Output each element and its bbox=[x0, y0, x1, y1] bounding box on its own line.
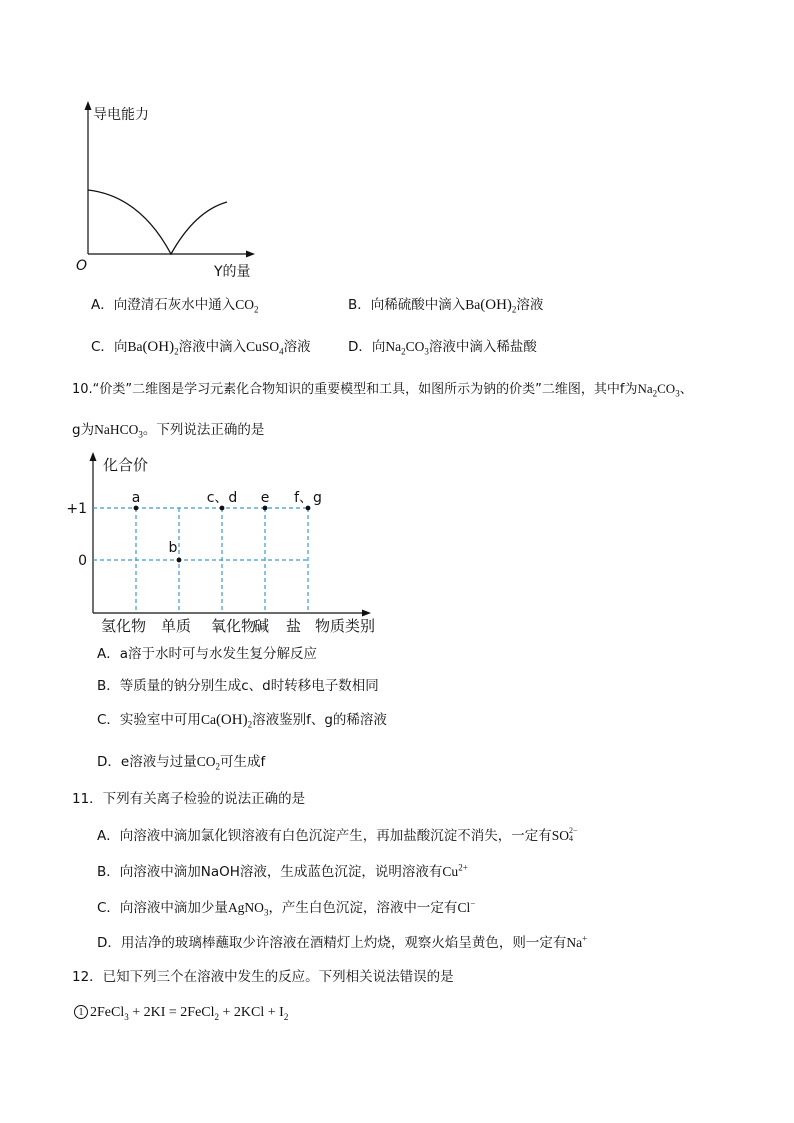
q10-option-c: C．实验室中可用$Ca(OH)_2$溶液鉴别f、g的稀溶液 bbox=[97, 712, 387, 730]
x-category-label: 盐 bbox=[286, 617, 302, 635]
q11-stem: 11．下列有关离子检验的说法正确的是 bbox=[72, 791, 306, 807]
point-b bbox=[177, 558, 182, 563]
point-a bbox=[134, 506, 139, 511]
x-category-label: 碱 bbox=[254, 617, 270, 635]
y-tick-label: 0 bbox=[78, 553, 87, 569]
q11-option-a: A．向溶液中滴加氯化钡溶液有白色沉淀产生，再加盐酸沉淀不消失，一定有SO 2− 4 bbox=[97, 826, 578, 844]
valence-class-chart bbox=[66, 448, 390, 640]
q11-option-b: B．向溶液中滴加NaOH溶液，生成蓝色沉淀，说明溶液有$Cu^{2+}$ bbox=[97, 862, 468, 880]
q10-option-d: D．e溶液与过量$CO_2$可生成f bbox=[97, 754, 266, 772]
circled-number-1: 1 bbox=[74, 1005, 88, 1019]
point-label: f、g bbox=[294, 490, 322, 506]
point-label: c、d bbox=[206, 490, 238, 506]
x-category-label: 单质 bbox=[161, 617, 192, 635]
chart-x-axis-arrow bbox=[362, 610, 371, 617]
conductivity-graph bbox=[70, 98, 280, 288]
chart-y-axis-arrow bbox=[90, 452, 97, 461]
y-tick-label: +1 bbox=[66, 501, 87, 517]
q11-option-d: D．用洁净的玻璃棒蘸取少许溶液在酒精灯上灼烧，观察火焰呈黄色，则一定有Na+ bbox=[97, 933, 588, 951]
point-c、d bbox=[220, 506, 225, 511]
y-axis-arrow bbox=[85, 101, 92, 110]
point-label: e bbox=[260, 490, 270, 506]
graph1-origin: O bbox=[76, 258, 88, 274]
q9-option-d: D．向$Na_2CO_3$溶液中滴入稀盐酸 bbox=[348, 339, 537, 357]
chart-points bbox=[132, 490, 322, 562]
point-f、g bbox=[306, 506, 311, 511]
q9-option-b: B．向稀硫酸中滴入$Ba(OH)_2$溶液 bbox=[348, 297, 544, 315]
graph1-y-label: 导电能力 bbox=[93, 107, 149, 123]
conductivity-curve bbox=[88, 190, 227, 254]
q9-option-c: C．向$Ba(OH)_2$溶液中滴入CuSO$_4$溶液 bbox=[91, 339, 311, 357]
q10-stem-line2: g为NaHCO$_3$。下列说法正确的是 bbox=[72, 422, 265, 440]
q10-stem-line1: 10.“价类”二维图是学习元素化合物知识的重要模型和工具，如图所示为钠的价类”二维图，其中f为$Na_2CO_3$、 bbox=[72, 381, 693, 399]
q10-option-a: A．a溶于水时可与水发生复分解反应 bbox=[97, 646, 318, 662]
chart-x-ticks bbox=[101, 617, 301, 635]
q10-option-b: B．等质量的钠分别生成c、d时转移电子数相同 bbox=[97, 678, 379, 694]
chart-y-label: 化合价 bbox=[103, 456, 149, 474]
q12-stem: 12．已知下列三个在溶液中发生的反应。下列相关说法错误的是 bbox=[72, 969, 454, 985]
chart-y-ticks bbox=[66, 501, 87, 569]
x-category-label: 氧化物 bbox=[211, 617, 257, 635]
q9-option-a: A．向澄清石灰水中通入$CO_2$ bbox=[91, 297, 259, 315]
x-axis-arrow bbox=[246, 251, 255, 258]
graph1-x-label: Y的量 bbox=[214, 264, 251, 280]
point-label: b bbox=[168, 540, 178, 556]
q11-option-c: C．向溶液中滴加少量AgNO$_3$，产生白色沉淀，溶液中一定有Cl− bbox=[97, 898, 476, 918]
point-label: a bbox=[131, 490, 141, 506]
x-category-label: 氢化物 bbox=[101, 617, 147, 635]
chart-gridlines bbox=[93, 508, 308, 613]
chart-x-label: 物质类别 bbox=[315, 617, 376, 635]
point-e bbox=[263, 506, 268, 511]
q12-equation-1: 1 2FeCl$_3$ + 2KI = 2FeCl$_2$ + $2KCl + I_2$ bbox=[74, 1004, 288, 1022]
